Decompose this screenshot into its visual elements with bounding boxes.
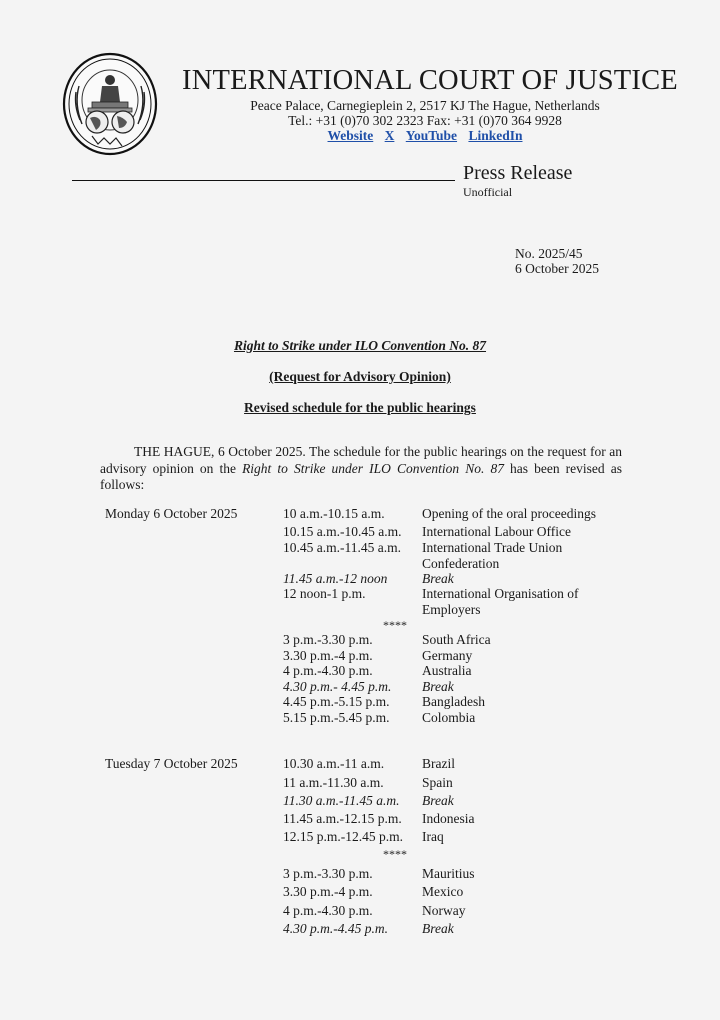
slot-time: 4.30 p.m.- 4.45 p.m. — [283, 679, 392, 694]
slot-party: Bangladesh — [422, 694, 485, 709]
slot-time: 4.30 p.m.-4.45 p.m. — [283, 921, 388, 936]
session-separator: **** — [383, 847, 407, 861]
slot-party: International Trade Union Confederation — [422, 540, 563, 571]
slot-party: Spain — [422, 775, 453, 790]
header-rule — [72, 180, 455, 181]
slot-time: 11.45 a.m.-12 noon — [283, 571, 388, 586]
slot-time: 11.45 a.m.-12.15 p.m. — [283, 811, 402, 826]
case-type: (Request for Advisory Opinion) — [269, 369, 451, 384]
slot-time: 4.45 p.m.-5.15 p.m. — [283, 694, 390, 709]
slot-party: International Organisation of Employers — [422, 586, 579, 617]
slot-time: 3 p.m.-3.30 p.m. — [283, 866, 373, 881]
day-label-tuesday: Tuesday 7 October 2025 — [105, 756, 238, 771]
court-name: INTERNATIONAL COURT OF JUSTICE — [182, 65, 678, 96]
release-date: 6 October 2025 — [515, 261, 599, 276]
slot-party: Brazil — [422, 756, 455, 771]
court-address: Peace Palace, Carnegieplein 2, 2517 KJ The Hague, Netherlands — [250, 98, 600, 113]
slot-time: 11.30 a.m.-11.45 a.m. — [283, 793, 400, 808]
slot-time: 3 p.m.-3.30 p.m. — [283, 632, 373, 647]
press-release-subtitle: Unofficial — [463, 185, 513, 199]
intro-text-after: has been revised as follows: — [100, 460, 622, 492]
slot-time: 11 a.m.-11.30 a.m. — [283, 775, 384, 790]
slot-party: Break — [422, 679, 454, 694]
slot-party: Iraq — [422, 829, 444, 844]
slot-party: Colombia — [422, 710, 476, 725]
intro-case-name: Right to Strike under ILO Convention No. 87 — [242, 460, 504, 476]
session-separator: **** — [383, 618, 407, 632]
slot-party: Germany — [422, 648, 473, 663]
press-release-title: Press Release — [463, 162, 573, 184]
icj-seal-icon — [62, 52, 158, 156]
schedule-heading: Revised schedule for the public hearings — [244, 400, 476, 415]
slot-party: Mauritius — [422, 866, 475, 881]
slot-party: Break — [422, 571, 454, 586]
slot-time: 5.15 p.m.-5.45 p.m. — [283, 710, 390, 725]
slot-party: Opening of the oral proceedings — [422, 506, 596, 521]
release-number: No. 2025/45 — [515, 246, 583, 261]
slot-time: 10.45 a.m.-11.45 a.m. — [283, 540, 401, 555]
slot-time: 12.15 p.m.-12.45 p.m. — [283, 829, 403, 844]
intro-text-before: THE HAGUE, 6 October 2025. The schedule for the public hearings on the request for an advisory opinion on the — [100, 444, 622, 476]
slot-time: 10 a.m.-10.15 a.m. — [283, 506, 385, 521]
slot-time: 4 p.m.-4.30 p.m. — [283, 663, 373, 678]
slot-time: 3.30 p.m.-4 p.m. — [283, 648, 373, 663]
slot-time: 4 p.m.-4.30 p.m. — [283, 903, 373, 918]
slot-party: Norway — [422, 903, 466, 918]
slot-time: 10.15 a.m.-10.45 a.m. — [283, 524, 402, 539]
website-link[interactable]: Website — [327, 128, 374, 143]
slot-party: International Labour Office — [422, 524, 571, 539]
slot-party: South Africa — [422, 632, 491, 647]
case-title: Right to Strike under ILO Convention No. 87 — [233, 338, 487, 353]
slot-party: Mexico — [422, 884, 464, 899]
slot-party: Australia — [422, 663, 472, 678]
x-link[interactable]: X — [384, 128, 395, 143]
slot-time: 10.30 a.m.-11 a.m. — [283, 756, 385, 771]
intro-paragraph — [100, 444, 622, 494]
slot-party: Break — [422, 793, 454, 808]
social-links — [182, 128, 668, 144]
slot-party: Break — [422, 921, 454, 936]
slot-time: 12 noon-1 p.m. — [283, 586, 366, 601]
slot-time: 3.30 p.m.-4 p.m. — [283, 884, 373, 899]
slot-party: Indonesia — [422, 811, 475, 826]
linkedin-link[interactable]: LinkedIn — [468, 128, 523, 143]
court-contact: Tel.: +31 (0)70 302 2323 Fax: +31 (0)70 364 9928 — [288, 113, 562, 128]
youtube-link[interactable]: YouTube — [405, 128, 458, 143]
day-label-monday: Monday 6 October 2025 — [105, 506, 238, 521]
